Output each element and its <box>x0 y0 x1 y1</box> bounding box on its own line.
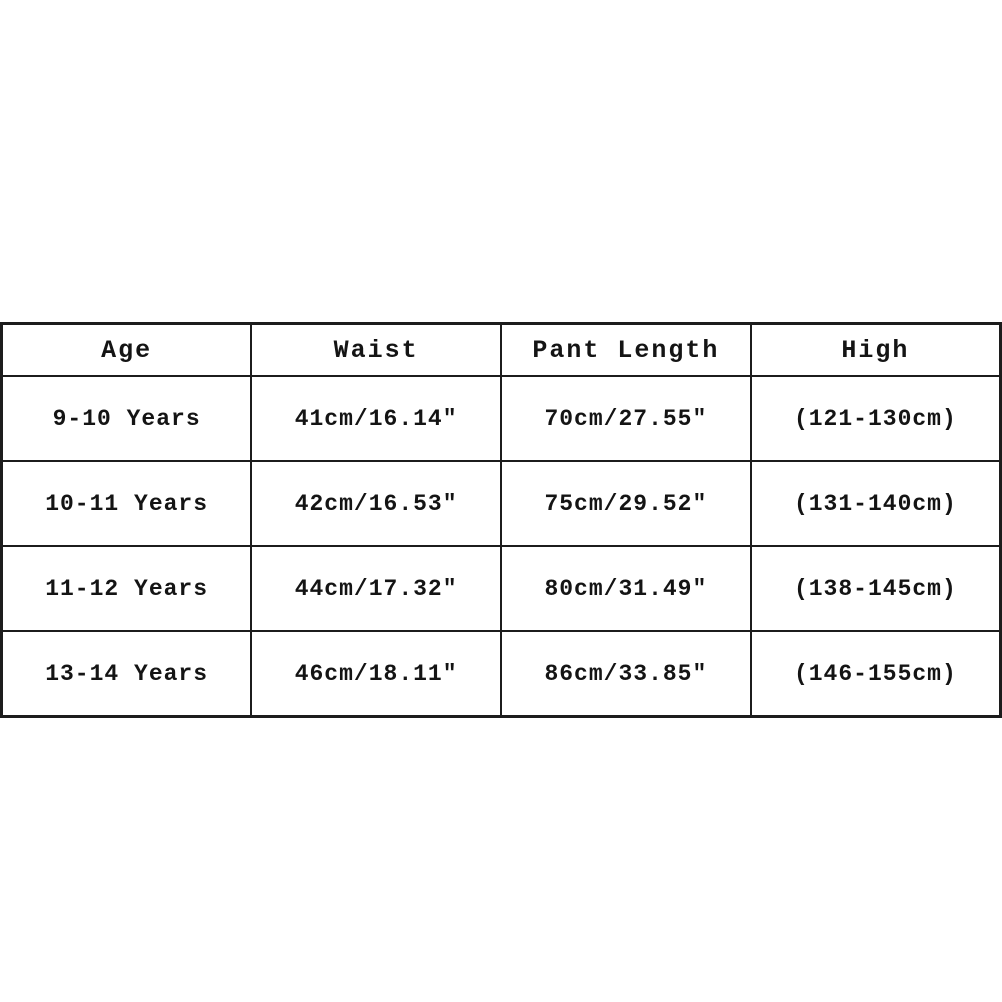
pant-length-cell: 75cm/29.52″ <box>501 461 751 546</box>
pant-length-cell: 80cm/31.49″ <box>501 546 751 631</box>
age-cell: 13-14 Years <box>2 631 252 717</box>
column-header-waist: Waist <box>251 324 501 377</box>
table-row <box>2 461 1001 546</box>
header-row <box>2 324 1001 377</box>
pant-length-cell: 86cm/33.85″ <box>501 631 751 717</box>
age-cell: 11-12 Years <box>2 546 252 631</box>
high-cell: (121-130cm) <box>751 376 1001 461</box>
age-cell: 9-10 Years <box>2 376 252 461</box>
column-header-age: Age <box>2 324 252 377</box>
column-header-pant-length: Pant Length <box>501 324 751 377</box>
table-row <box>2 546 1001 631</box>
table-row <box>2 376 1001 461</box>
waist-cell: 42cm/16.53″ <box>251 461 501 546</box>
high-cell: (131-140cm) <box>751 461 1001 546</box>
waist-cell: 44cm/17.32″ <box>251 546 501 631</box>
high-cell: (146-155cm) <box>751 631 1001 717</box>
age-cell: 10-11 Years <box>2 461 252 546</box>
waist-cell: 41cm/16.14″ <box>251 376 501 461</box>
pant-length-cell: 70cm/27.55″ <box>501 376 751 461</box>
size-chart-table <box>0 322 1002 718</box>
waist-cell: 46cm/18.11″ <box>251 631 501 717</box>
high-cell: (138-145cm) <box>751 546 1001 631</box>
column-header-high: High <box>751 324 1001 377</box>
table-row <box>2 631 1001 717</box>
